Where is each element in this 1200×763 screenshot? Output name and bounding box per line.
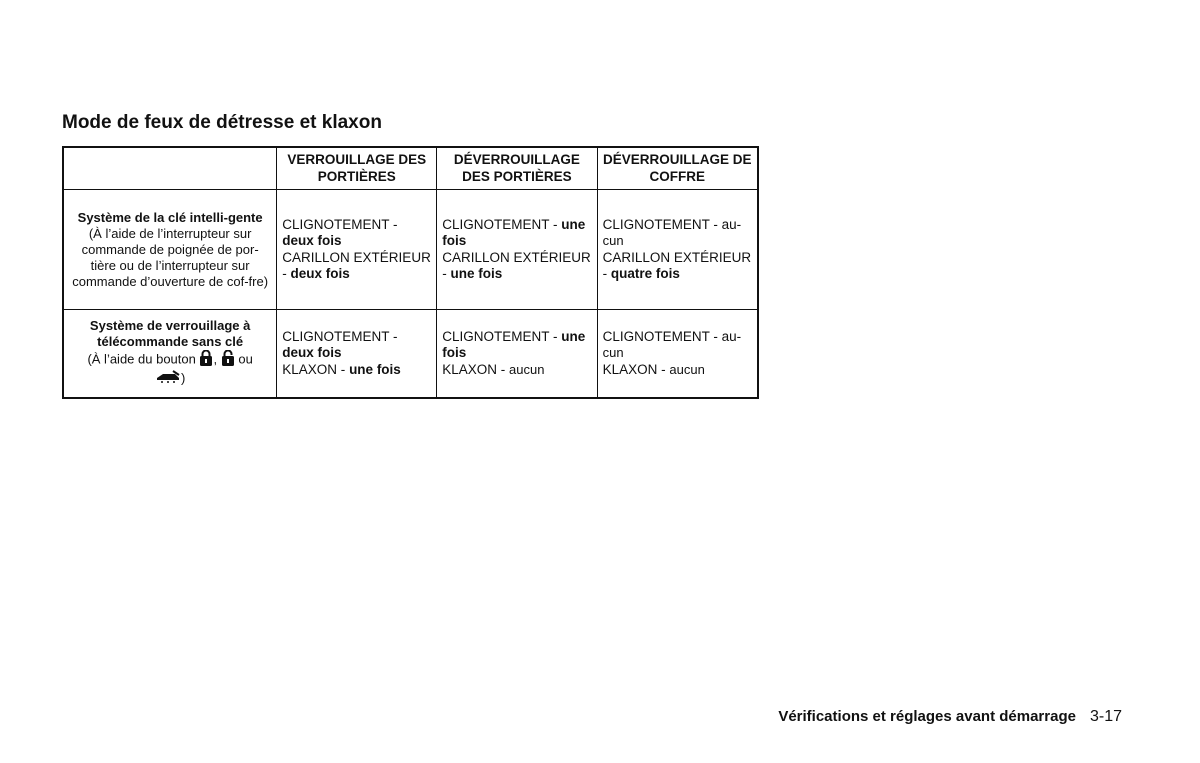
table-row [63,310,758,398]
cell-text: aucun [509,361,545,377]
table-cell [277,310,437,398]
cell-text: aucun [669,361,705,377]
table-cell [277,190,437,310]
header-trunk-unlock: DÉVERROUILLAGE DE COFFRE [597,147,758,190]
page-footer [778,708,1122,726]
cell-text: CLIGNOTEMENT - [282,216,398,232]
header-door-unlock: DÉVERROUILLAGE DES PORTIÈRES [437,147,597,190]
row-head-text: , [213,351,218,367]
lock-icon [199,350,213,370]
table-cell [597,190,758,310]
row-head-text: ou [238,351,253,367]
cell-text: KLAXON - [282,361,350,377]
cell-text: CARILLON EXTÉRIEUR [442,249,591,265]
row-head-text: ) [180,370,186,386]
table-cell [597,310,758,398]
table-cell [437,310,597,398]
row-head-title: Système de verrouillage à télécommande sans clé [89,318,251,350]
cell-text: KLAXON - [602,361,670,377]
cell-text: - [282,266,291,281]
cell-text: CLIGNOTEMENT - [282,328,398,344]
unlock-icon [221,350,235,370]
cell-text: CARILLON EXTÉRIEUR [282,249,431,265]
cell-text-bold: une [561,216,586,232]
cell-text-bold: deux fois [282,233,342,248]
cell-text: - [602,266,611,281]
row-head-remote-keyless [63,310,277,398]
header-empty [63,147,277,190]
cell-text-bold: fois [442,345,467,360]
page-number: 3-17 [1089,708,1122,725]
cell-text-bold: une fois [450,266,503,281]
trunk-icon [155,370,181,388]
chapter-title: Vérifications et réglages avant démarrage [778,708,1076,725]
cell-text: KLAXON - [442,361,510,377]
section-title: Mode de feux de détresse et klaxon [62,112,382,133]
cell-text: CLIGNOTEMENT - [442,216,562,232]
cell-text: CARILLON EXTÉRIEUR [602,249,752,265]
cell-text: CLIGNOTEMENT - [442,328,562,344]
cell-text: cun [602,345,624,360]
row-head-text: (À l’aide du bouton [87,351,196,367]
cell-text-bold: fois [442,233,467,248]
cell-text: CLIGNOTEMENT - au- [602,216,742,232]
cell-text-bold: quatre fois [610,266,680,281]
row-head-title: Système de la clé intelli-gente [77,209,263,225]
cell-text-bold: deux fois [282,345,342,360]
row-head-description: (À l’aide de l’interrupteur sur commande de poignée de por-tière ou de l’interrupteur sur commande d’ouverture de cof-fre) [72,225,269,289]
table-header-row [63,147,758,190]
cell-text: cun [602,233,624,248]
cell-text-bold: une [561,328,586,344]
row-head-description [70,350,270,388]
cell-text: - [442,266,451,281]
cell-text-bold: deux fois [290,266,350,281]
header-door-lock: VERROUILLAGE DES PORTIÈRES [277,147,437,190]
row-head-intelligent-key [63,190,277,310]
table-row [63,190,758,310]
cell-text-bold: une fois [349,361,401,377]
table-cell [437,190,597,310]
cell-text: CLIGNOTEMENT - au- [602,328,742,344]
hazard-horn-mode-table [62,146,759,399]
